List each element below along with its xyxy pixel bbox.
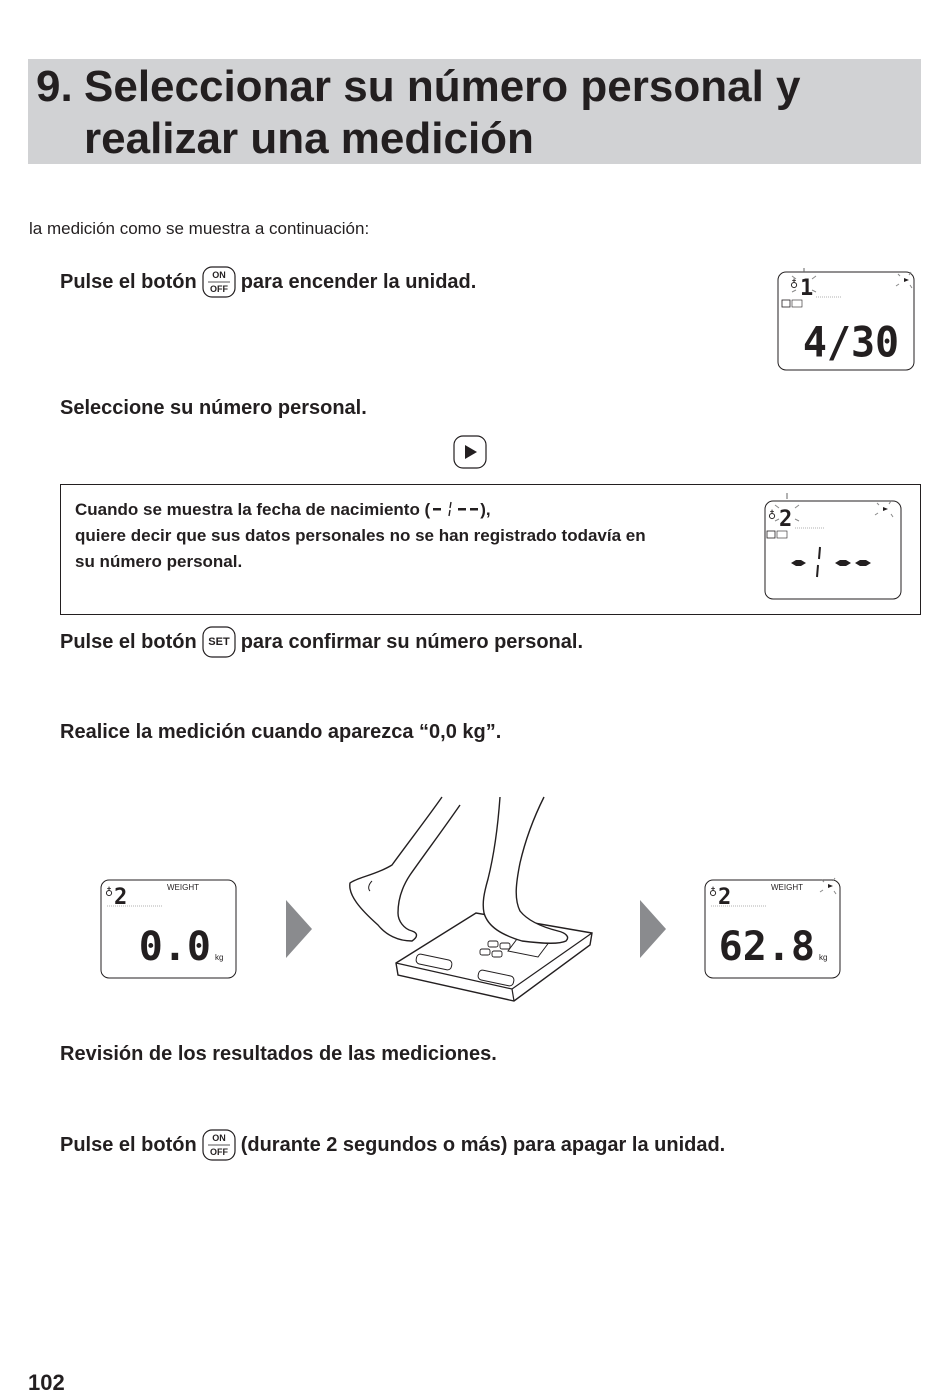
svg-text:4/30: 4/30 [802, 317, 900, 367]
display-zero-weight [99, 878, 239, 982]
note-line1: Cuando se muestra la fecha de nacimiento ( ), [75, 500, 491, 519]
svg-text:♁: ♁ [709, 886, 718, 899]
svg-text:0.0: 0.0 [138, 924, 211, 970]
section-title-line2: realizar una medición [84, 114, 534, 163]
note-line3: su número personal. [75, 552, 243, 571]
next-step-arrow-2 [640, 900, 666, 958]
svg-text:OFF: OFF [209, 1147, 228, 1157]
next-arrow-button-icon [453, 435, 487, 469]
svg-text:ON: ON [211, 270, 226, 280]
note-line2: quiere decir que sus datos personales no se han registrado todavía en [75, 526, 646, 545]
step-measure [60, 721, 501, 744]
svg-text:SET: SET [207, 636, 230, 648]
on-off-button-icon [202, 1129, 236, 1161]
set-button-icon [202, 626, 236, 658]
step-measure-text: Realice la medición cuando aparezca “0,0 kg”. [60, 721, 502, 743]
intro-text: la medición como se muestra a continuación: [29, 219, 370, 238]
step-select-number-text: Seleccione su número personal. [60, 397, 367, 419]
step-select-number [60, 397, 367, 420]
on-off-button-icon [202, 266, 236, 298]
svg-text:WEIGHT: WEIGHT [771, 883, 803, 892]
svg-text:kg: kg [819, 953, 828, 962]
note-text [75, 497, 755, 575]
step-power-on-post: para encender la unidad. [240, 270, 477, 293]
svg-text:2: 2 [779, 507, 793, 532]
step-power-on-pre: Pulse el botón [60, 270, 197, 293]
section-number: 9. [36, 62, 73, 111]
step-confirm-number [60, 626, 583, 658]
section-title-bar [28, 59, 921, 164]
svg-text:62.8: 62.8 [718, 924, 815, 970]
display-result-weight [703, 876, 847, 982]
svg-text:ON: ON [211, 1133, 226, 1143]
step-confirm-number-post: para confirmar su número personal. [240, 630, 584, 653]
step-review-results-text: Revisión de los resultados de las mediciones. [60, 1043, 497, 1065]
svg-text:kg: kg [215, 953, 224, 962]
svg-text:WEIGHT: WEIGHT [167, 883, 199, 892]
svg-text:♁: ♁ [768, 509, 777, 522]
svg-text:OFF: OFF [209, 284, 228, 294]
page-number: 102 [28, 1370, 65, 1395]
step-power-off [60, 1129, 725, 1161]
display-no-data [763, 489, 907, 603]
svg-text:1: 1 [800, 276, 814, 301]
svg-text:2: 2 [718, 885, 732, 910]
step-power-on [60, 266, 476, 298]
step-review-results [60, 1043, 497, 1066]
empty-date-symbol [430, 500, 480, 518]
note-box [60, 484, 921, 615]
svg-text:2: 2 [114, 885, 128, 910]
step-power-off-post: (durante 2 segundos o más) para apagar la unidad. [240, 1133, 726, 1156]
section-title-line1: Seleccionar su número personal y [84, 62, 801, 111]
display-power-on [776, 266, 916, 374]
next-step-arrow-1 [286, 900, 312, 958]
svg-text:♁: ♁ [105, 886, 114, 899]
step-confirm-number-pre: Pulse el botón [60, 630, 197, 653]
scale-illustration [338, 795, 608, 1015]
svg-text:♁: ♁ [790, 278, 799, 291]
step-power-off-pre: Pulse el botón [60, 1133, 197, 1156]
